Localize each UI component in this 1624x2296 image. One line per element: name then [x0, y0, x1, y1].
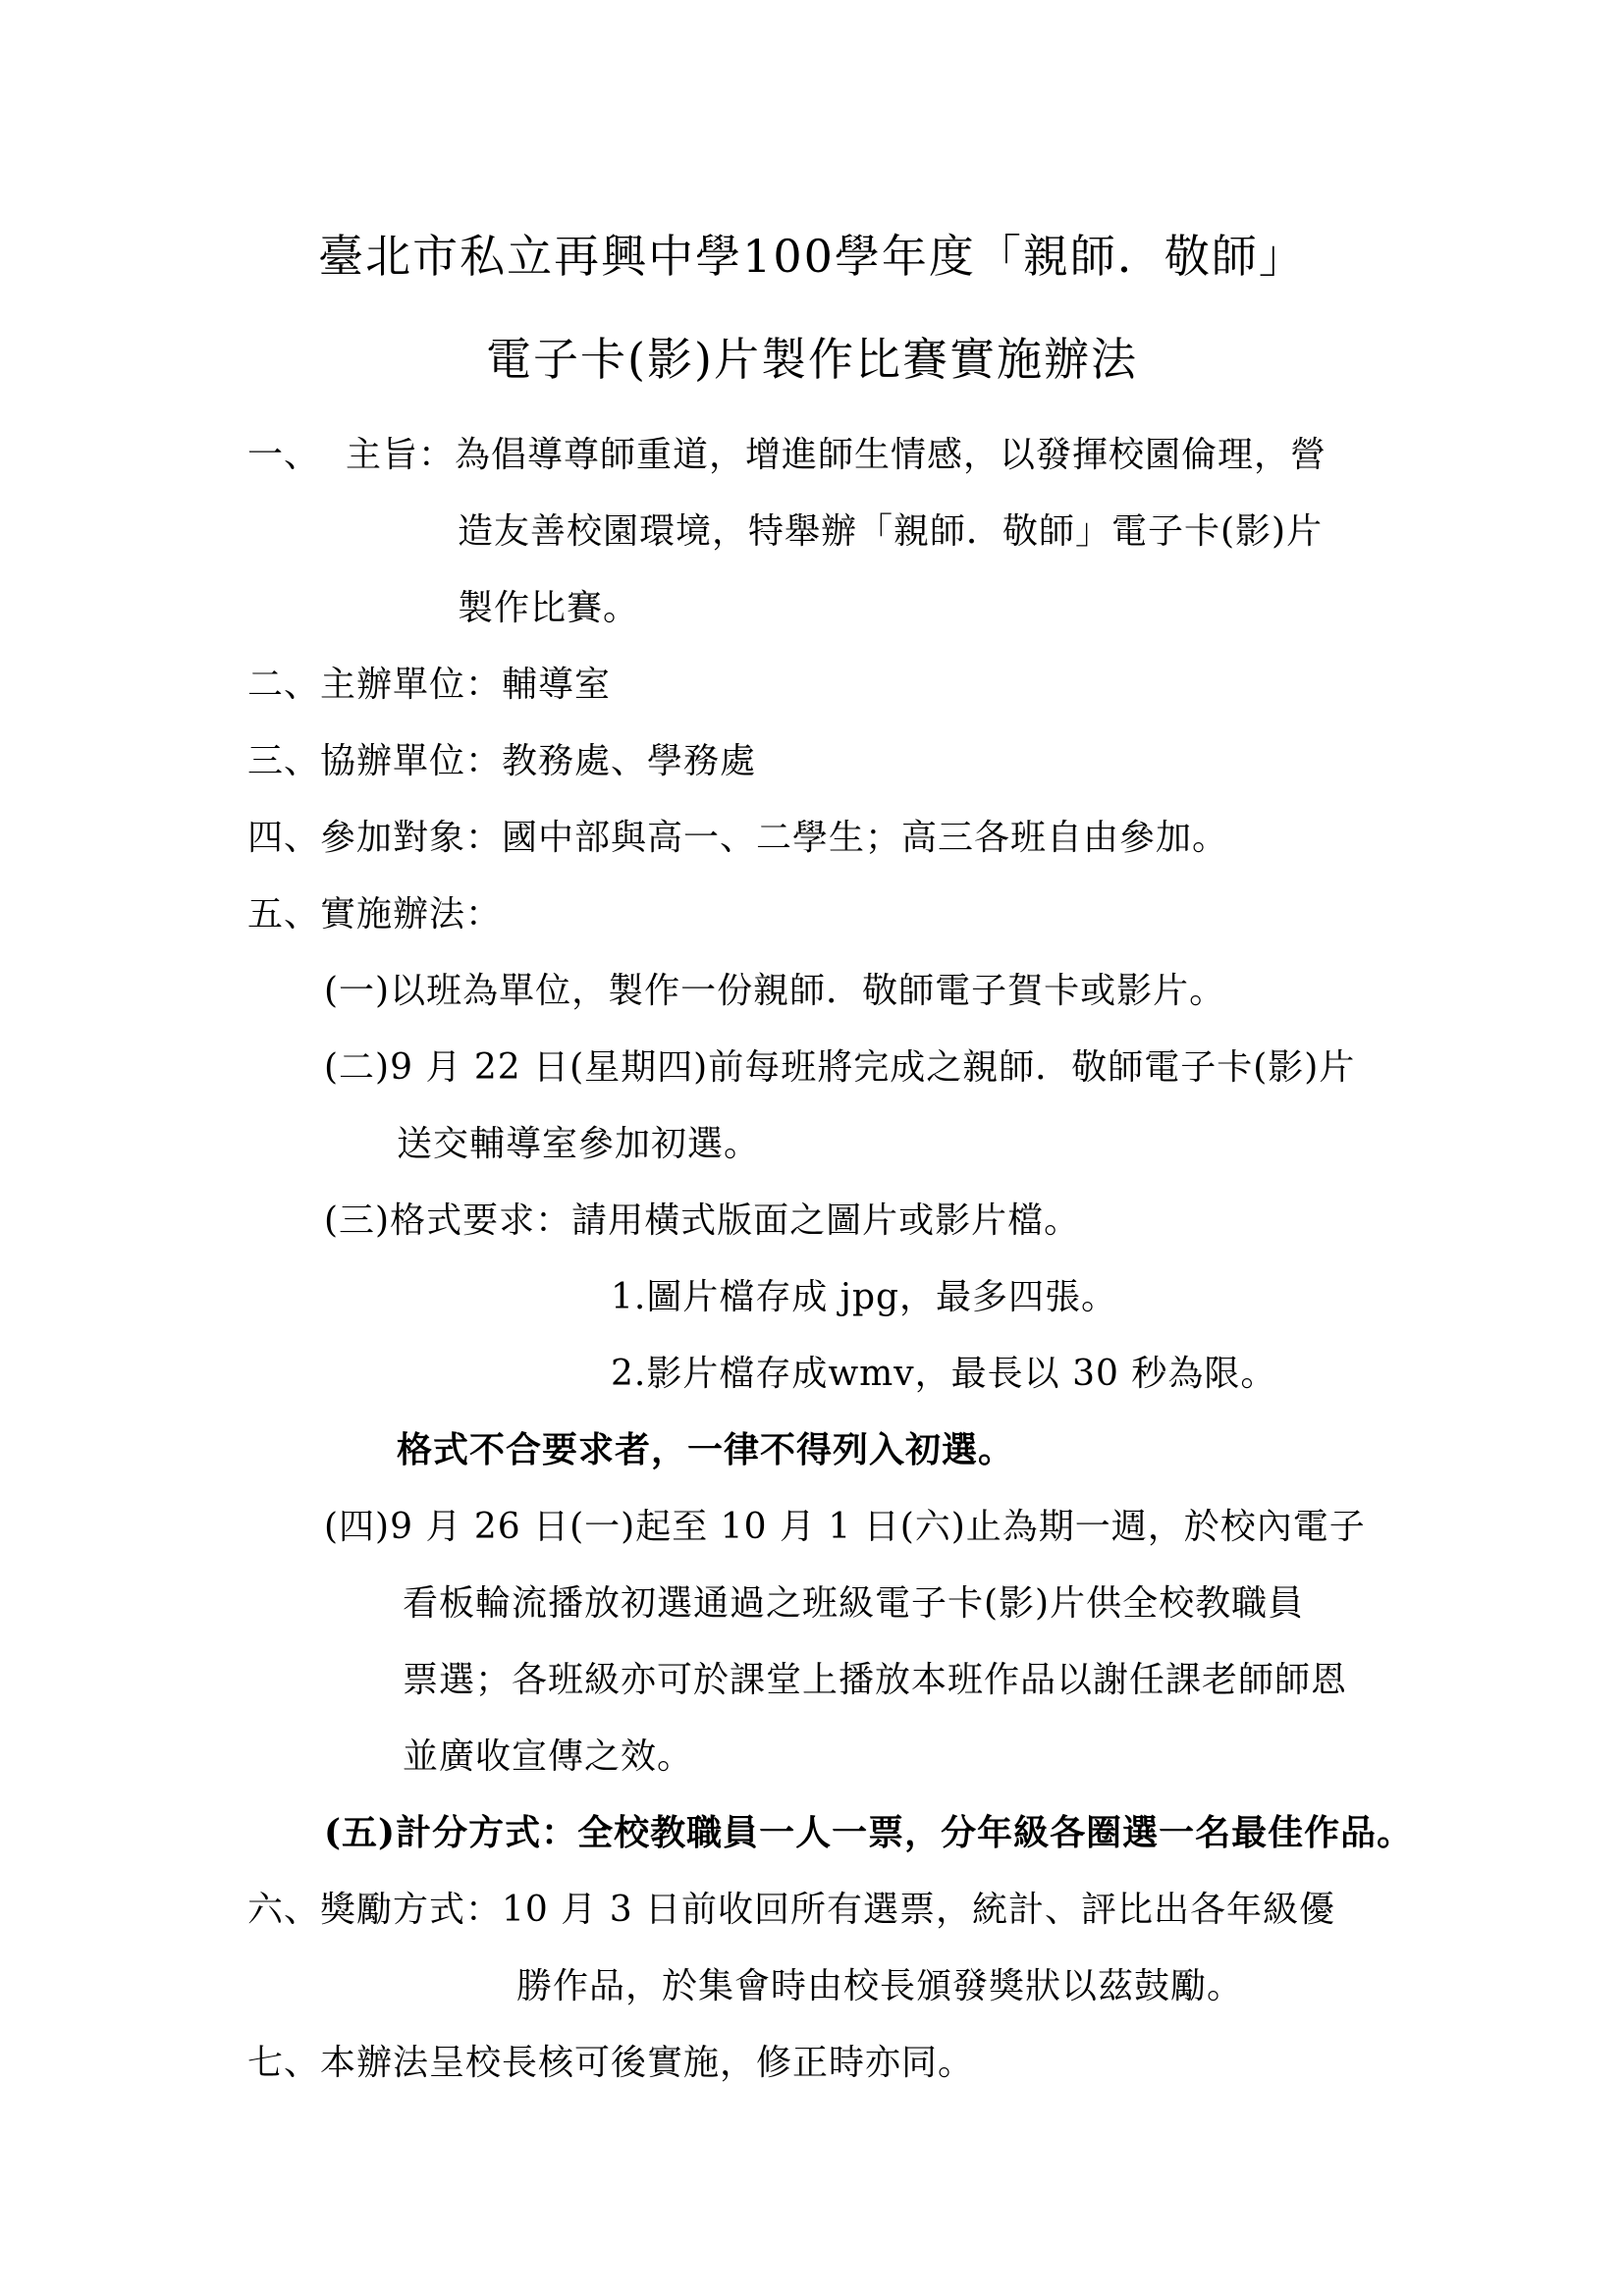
section-5-item-5: (五)計分方式：全校教職員一人一票，分年級各圈選一名最佳作品。 — [324, 1812, 1414, 1853]
section-2: 二、主辦單位：輔導室 — [247, 665, 612, 705]
section-3: 三、協辦單位：教務處、學務處 — [247, 741, 757, 781]
section-5-item-4-line-3: 票選；各班級亦可於課堂上播放本班作品以謝任課老師師恩 — [403, 1660, 1348, 1700]
section-5-item-3-line-1: (三)格式要求：請用橫式版面之圖片或影片檔。 — [324, 1201, 1081, 1241]
section-5-item-2-line-2: 送交輔導室參加初選。 — [397, 1124, 761, 1164]
section-5-item-3-sub-1: 1.圖片檔存成 jpg，最多四張。 — [611, 1277, 1118, 1317]
section-1-label: 一、 — [247, 435, 321, 475]
section-6-line-1: 六、獎勵方式：10 月 3 日前收回所有選票，統計、評比出各年級優 — [247, 1890, 1336, 1930]
section-5-item-2-line-1: (二)9 月 22 日(星期四)前每班將完成之親師．敬師電子卡(影)片 — [324, 1047, 1356, 1088]
section-5-heading: 五、實施辦法： — [247, 894, 503, 934]
section-5-format-warning: 格式不合要求者，一律不得列入初選。 — [397, 1429, 1015, 1470]
section-5-item-4-line-4: 並廣收宣傳之效。 — [403, 1736, 694, 1777]
section-6-line-2: 勝作品，於集會時由校長頒發獎狀以茲鼓勵。 — [516, 1966, 1244, 2006]
section-7: 七、本辦法呈校長核可後實施，修正時亦同。 — [247, 2043, 975, 2083]
section-5-item-1: (一)以班為單位，製作一份親師．敬師電子賀卡或影片。 — [324, 971, 1226, 1011]
section-1-line-3: 製作比賽。 — [458, 588, 640, 628]
section-5-item-4-line-2: 看板輪流播放初選通過之班級電子卡(影)片供全校教職員 — [403, 1583, 1305, 1624]
section-5-item-4-line-1: (四)9 月 26 日(一)起至 10 月 1 日(六)止為期一週，於校內電子 — [324, 1507, 1366, 1547]
section-1-line-2: 造友善校園環境，特舉辦「親師．敬師」電子卡(影)片 — [458, 511, 1324, 552]
document-title-line-2: 電子卡(影)片製作比賽實施辦法 — [486, 333, 1138, 386]
section-5-item-3-sub-2: 2.影片檔存成wmv，最長以 30 秒為限。 — [611, 1354, 1277, 1394]
section-4: 四、參加對象：國中部與高一、二學生；高三各班自由參加。 — [247, 818, 1229, 858]
section-1-line-1: 主旨：為倡導尊師重道，增進師生情感，以發揮校園倫理，營 — [346, 435, 1327, 475]
document-title-line-1: 臺北市私立再興中學100學年度「親師．敬師」 — [318, 230, 1306, 283]
